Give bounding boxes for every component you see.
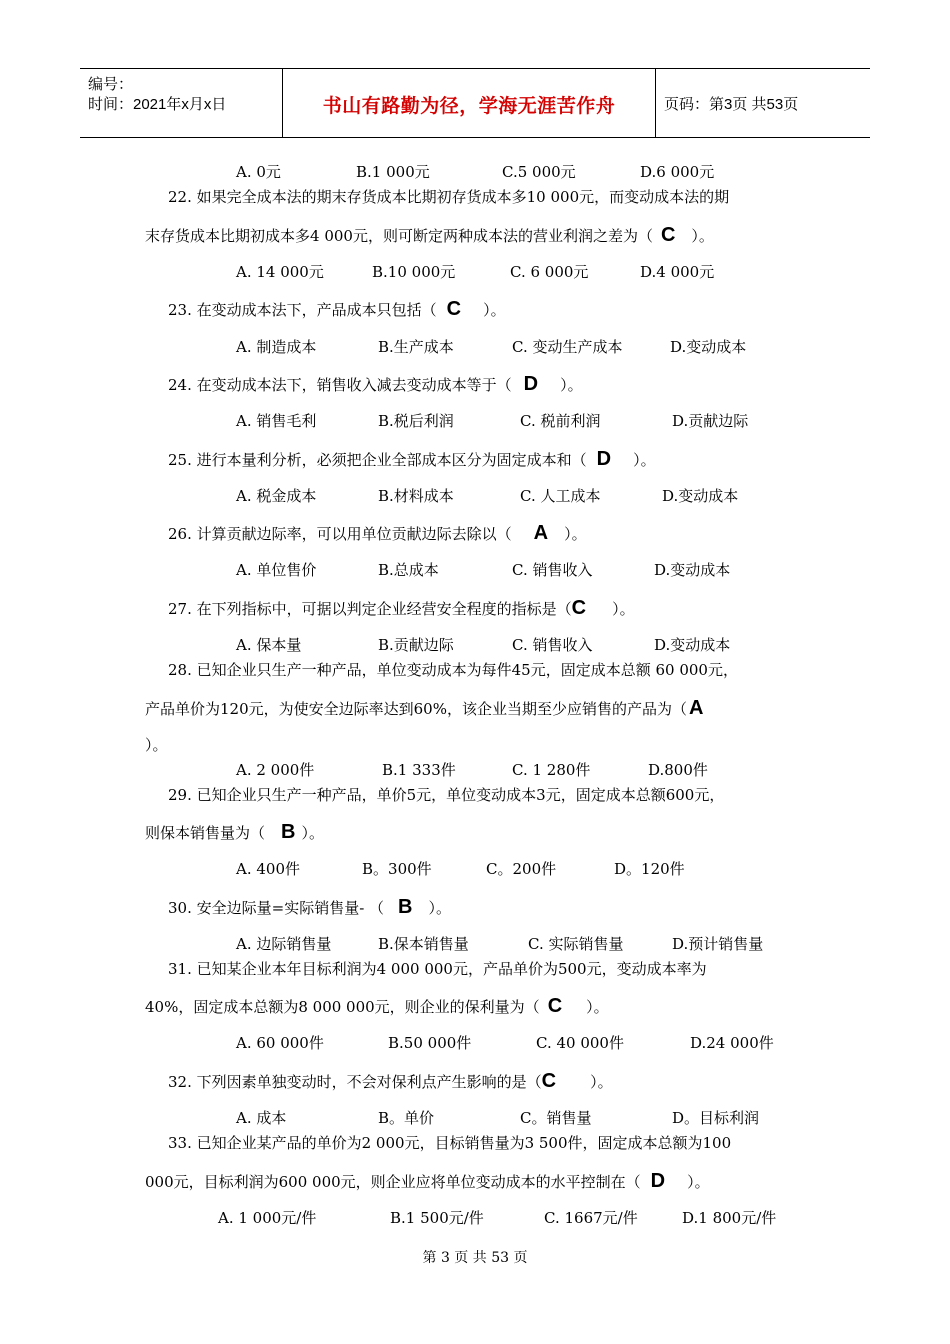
option-b: B.材料成本 — [378, 487, 454, 505]
option-c: C. 40 000件 — [536, 1034, 624, 1052]
answer-28: A — [688, 697, 704, 719]
question-28-line1: 28. 已知企业只生产一种产品，单位变动成本为每件45元，固定成本总额 60 000元， — [168, 661, 738, 679]
page-info: 页码：第3页 共53页 — [664, 96, 799, 113]
option-d: D.变动成本 — [662, 487, 739, 505]
question-26: 26. 计算贡献边际率，可以用单位贡献边际去除以（ A ）。 — [168, 522, 587, 544]
option-c: C. 1667元/件 — [544, 1209, 638, 1227]
option-a: A. 60 000件 — [236, 1034, 324, 1052]
option-b: B.10 000元 — [372, 263, 456, 281]
option-b: B.总成本 — [378, 561, 439, 579]
option-c: C. 实际销售量 — [528, 935, 624, 953]
answer-31: C — [547, 995, 563, 1017]
option-b: B.50 000件 — [388, 1034, 472, 1052]
option-a: A. 单位售价 — [236, 561, 317, 579]
answer-32: C — [541, 1070, 557, 1092]
answer-30: B — [398, 896, 413, 918]
option-c: C. 变动生产成本 — [512, 338, 623, 356]
option-c: C。销售量 — [520, 1109, 592, 1127]
question-32: 32. 下列因素单独变动时，不会对保利点产生影响的是（C ）。 — [168, 1070, 613, 1092]
answer-22: C — [660, 224, 676, 246]
question-22-line2: 末存货成本比期初成本多4 000元，则可断定两种成本法的营业利润之差为（ C ）。 — [145, 224, 714, 246]
option-b: B.保本销售量 — [378, 935, 469, 953]
header-motto-cell — [283, 69, 656, 137]
option-d: D。120件 — [614, 860, 685, 878]
option-b: B.1 333件 — [382, 761, 456, 779]
question-29-line2: 则保本销售量为（ B ）。 — [145, 821, 324, 843]
motto: 书山有路勤为径，学海无涯苦作舟 — [322, 96, 616, 117]
time-label: 时间：2021年x月x日 — [88, 96, 227, 113]
question-28-line3: ）。 — [145, 736, 168, 754]
header-page-cell — [656, 69, 870, 137]
answer-33: D — [650, 1170, 666, 1192]
option-c: C. 销售收入 — [512, 561, 593, 579]
option-d: D.预计销售量 — [672, 935, 764, 953]
question-30: 30. 安全边际量=实际销售量- （ B ）。 — [168, 896, 451, 918]
answer-24: D — [523, 373, 539, 395]
option-a: A. 边际销售量 — [236, 935, 332, 953]
answer-26: A — [533, 522, 549, 544]
option-d: D.6 000元 — [640, 163, 715, 181]
option-a: A. 14 000元 — [236, 263, 324, 281]
number-label: 编号： — [88, 76, 134, 93]
question-22-line1: 22. 如果完全成本法的期末存货成本比期初存货成本多10 000元，而变动成本法的期 — [168, 188, 730, 206]
option-a: A. 保本量 — [236, 636, 302, 654]
option-c: C。200件 — [486, 860, 557, 878]
question-28-line2: 产品单价为120元，为使安全边际率达到60%，该企业当期至少应销售的产品为（ A — [145, 697, 704, 719]
option-a: A. 1 000元/件 — [218, 1209, 317, 1227]
question-33-line1: 33. 已知企业某产品的单价为2 000元，目标销售量为3 500件，固定成本总额为100 — [168, 1134, 732, 1152]
option-c: C. 税前利润 — [520, 412, 601, 430]
option-b: B.贡献边际 — [378, 636, 454, 654]
option-b: B。300件 — [362, 860, 432, 878]
option-d: D.4 000元 — [640, 263, 715, 281]
option-c: C. 销售收入 — [512, 636, 593, 654]
option-d: D。目标利润 — [672, 1109, 760, 1127]
option-d: D.1 800元/件 — [682, 1209, 777, 1227]
question-27: 27. 在下列指标中，可据以判定企业经营安全程度的指标是（C ）。 — [168, 597, 635, 619]
option-a: A. 400件 — [236, 860, 300, 878]
answer-25: D — [596, 448, 612, 470]
option-d: D.变动成本 — [670, 338, 747, 356]
question-25: 25. 进行本量利分析，必须把企业全部成本区分为固定成本和（ D ）。 — [168, 448, 656, 470]
option-a: A. 0元 — [236, 163, 281, 181]
question-31-line2: 40%，固定成本总额为8 000 000元，则企业的保利量为（ C ）。 — [145, 995, 609, 1017]
option-b: B.1 500元/件 — [390, 1209, 484, 1227]
option-a: A. 制造成本 — [236, 338, 317, 356]
page-header — [80, 68, 870, 138]
page-footer: 第 3 页 共 53 页 — [422, 1250, 528, 1266]
option-a: A. 2 000件 — [236, 761, 315, 779]
option-c: C. 6 000元 — [510, 263, 589, 281]
option-d: D.800件 — [648, 761, 708, 779]
option-b: B.1 000元 — [356, 163, 430, 181]
option-b: B。单价 — [378, 1109, 435, 1127]
question-24: 24. 在变动成本法下，销售收入减去变动成本等于（ D ）。 — [168, 373, 583, 395]
option-a: A. 税金成本 — [236, 487, 317, 505]
option-a: A. 销售毛利 — [236, 412, 317, 430]
option-d: D.变动成本 — [654, 561, 731, 579]
option-c: C. 人工成本 — [520, 487, 601, 505]
question-31-line1: 31. 已知某企业本年目标利润为4 000 000元，产品单价为500元，变动成本率为 — [168, 960, 707, 978]
header-meta — [80, 69, 283, 137]
option-d: D.变动成本 — [654, 636, 731, 654]
question-29-line1: 29. 已知企业只生产一种产品，单价5元，单位变动成本3元，固定成本总额600元， — [168, 786, 725, 804]
option-d: D.24 000件 — [690, 1034, 774, 1052]
question-23: 23. 在变动成本法下，产品成本只包括（ C ）。 — [168, 298, 506, 320]
option-c: C.5 000元 — [502, 163, 576, 181]
answer-27: C — [571, 597, 587, 619]
option-a: A. 成本 — [236, 1109, 287, 1127]
answer-29: B — [281, 821, 296, 843]
question-33-line2: 000元，目标利润为600 000元，则企业应将单位变动成本的水平控制在（ D ）。 — [145, 1170, 710, 1192]
option-c: C. 1 280件 — [512, 761, 591, 779]
option-b: B.生产成本 — [378, 338, 454, 356]
answer-23: C — [446, 298, 462, 320]
option-b: B.税后利润 — [378, 412, 454, 430]
option-d: D.贡献边际 — [672, 412, 749, 430]
